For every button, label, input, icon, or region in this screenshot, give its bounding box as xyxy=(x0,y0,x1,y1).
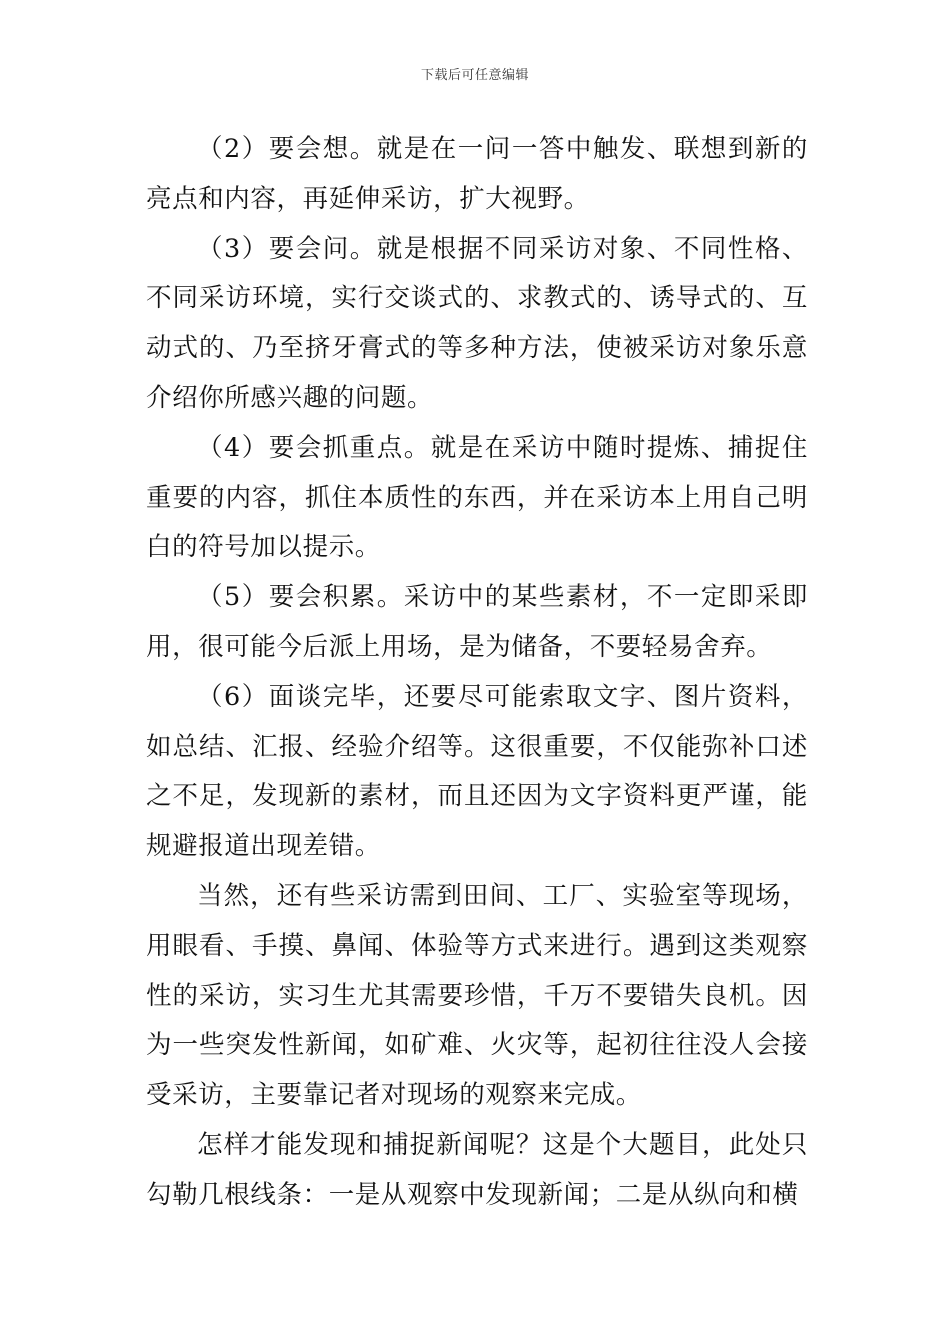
paragraph-point-4: （4）要会抓重点。就是在采访中随时提炼、捕捉住重要的内容，抓住本质性的东西，并在采访本上用自己明白的符号加以提示。 xyxy=(146,432,808,563)
paragraph-observation: 当然，还有些采访需到田间、工厂、实验室等现场，用眼看、手摸、鼻闻、体验等方式来进行。遇到这类观察性的采访，实习生尤其需要珍惜，千万不要错失良机。因为一些突发性新闻，如矿难、火灾等，起初往往没人会接受采访，主要靠记者对现场的观察来完成。 xyxy=(146,880,808,1111)
document-body xyxy=(146,125,808,1221)
paragraph-point-3: （3）要会问。就是根据不同采访对象、不同性格、不同采访环境，实行交谈式的、求教式的、诱导式的、互动式的、乃至挤牙膏式的等多种方法，使被采访对象乐意介绍你所感兴趣的问题。 xyxy=(146,233,808,413)
paragraph-point-6: （6）面谈完毕，还要尽可能索取文字、图片资料，如总结、汇报、经验介绍等。这很重要，不仅能弥补口述之不足，发现新的素材，而且还因为文字资料更严谨，能规避报道出现差错。 xyxy=(146,681,808,862)
page-header-note: 下载后可任意编辑 xyxy=(420,68,529,83)
paragraph-point-5: （5）要会积累。采访中的某些素材，不一定即采即用，很可能今后派上用场，是为储备，不要轻易舍弃。 xyxy=(146,582,808,662)
paragraph-point-2: （2）要会想。就是在一问一答中触发、联想到新的亮点和内容，再延伸采访，扩大视野。 xyxy=(146,134,808,214)
paragraph-discovering-news: 怎样才能发现和捕捉新闻呢？这是个大题目，此处只勾勒几根线条：一是从观察中发现新闻；二是从纵向和横 xyxy=(146,1129,808,1210)
